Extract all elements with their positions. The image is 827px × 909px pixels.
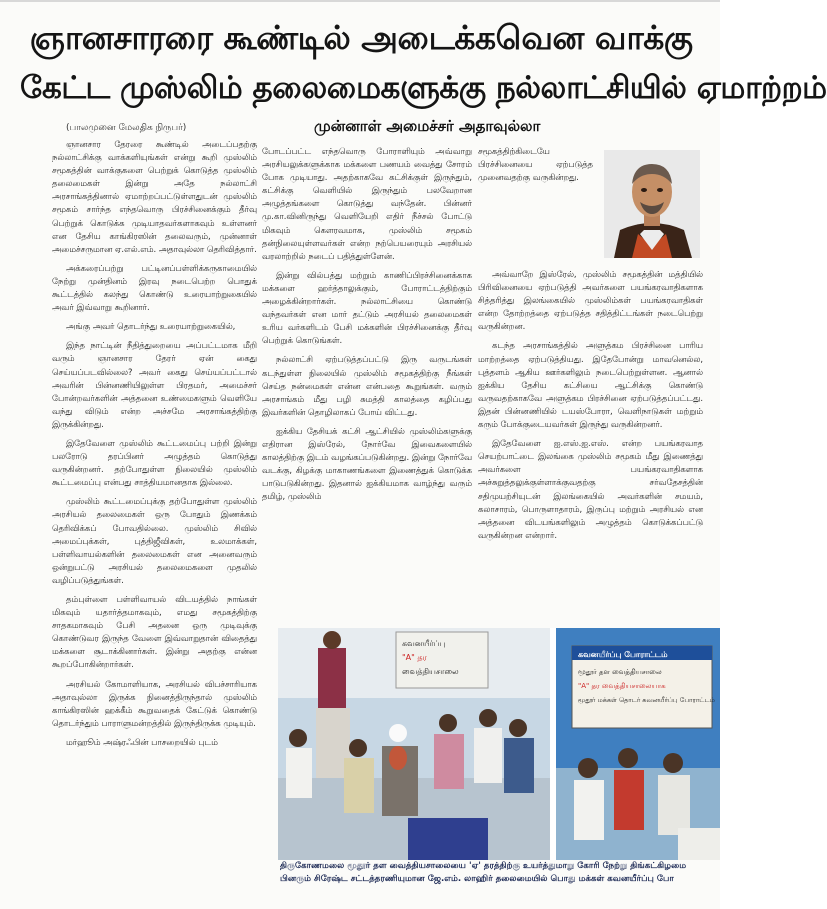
headline-line-2: கேட்ட முஸ்லிம் தலைமைகளுக்கு நல்லாட்சியில் ஏமாற்றம் (20, 70, 827, 106)
top-rule (0, 0, 720, 2)
caption-line: திருகோணமலை மூதூர் தள வைத்தியசாலையை 'ஏ' தரத்திற்கு உயர்த்துமாறு கோரி நேற்று திங்கட்கிழமை (280, 861, 687, 871)
byline: முன்னாள் அமைச்சர் அதாவுல்லா (314, 117, 541, 135)
paragraph: சமூகத்திற்கிடையே பிரச்சினையை ஏற்படுத்த முனைவதற்கு வருகின்றது. (478, 146, 593, 183)
article-column-2 (262, 145, 472, 615)
portrait-photo (604, 150, 700, 258)
caption-line: பினரும் சிரேஷ்ட சட்டத்தரணியுமான ஜே.எம். லாஹிர் தலைமையில் பொது மக்கள் கவனயீர்ப்பு போ (280, 874, 674, 884)
paragraph: அரசியல் கோமாளியாக, அரசியல் விபச்சாரியாக அதாவுல்லா இருக்க நினைத்திருந்தால் முஸ்லிம் காங்கிரஸின் ஹக்கீம் கூறுவதைக் கேட்டுக் கொண்டு தொடர்ந்தும் பாராளுமன்றத்தில் இருந்திருக்க முடியும். (52, 678, 257, 728)
photo-collage (278, 628, 720, 860)
paragraph: போடப்பட்ட எந்தவொரு போராளியும் அவ்வாறு அரசியலுக்களுக்காக மக்களை பணயம் வைத்து சோரம் போக முடியாது. அதற்காகவே கட்சிக்குள் இருந்தும், கட்சிக்கு வெளியில் இருந்தும் பலவேறான அழுத்தங்களை கொடுத்து வந்தேன். பின்னர் மு.கா.வினிருந்து வெளியேறி எதிர் நீச்சல் போட்டு மிகவும் கௌரவமாக, முஸ்லிம் சமூகம் தன்நிலையுள்ளவர்கள் என்ற நற்பெயரையும் அரசியல் வரலாற்றில் நடைப் பதித்துள்ளேன். (262, 146, 472, 261)
banner-text: கவனயீர்ப்பு (402, 639, 446, 648)
author-portrait (604, 150, 700, 258)
paragraph: அக்கரைப்பற்று பட்டினப்பள்ளிக்கருகாமையில் நேற்று முன்தினம் இரவு நடைபெற்ற பொதுக் கூட்டத்தில் கலந்து கொண்டு உரையாற்றுகையில் அவர் இவ்வாறு கூறினார். (52, 262, 257, 313)
banner-text: "A" தர (402, 653, 427, 662)
article-column-3 (478, 268, 703, 618)
banner-text: மூதூர் மக்கள் தொடர் கவனயீர்ப்பு போராட்டம் (578, 696, 715, 704)
protest-photos (278, 628, 720, 860)
paragraph: மர்ஹூம் அஷ்ரஃபின் பாசறையில் புடம் (66, 736, 218, 747)
banner-text: "A" தர வைத்தியசாலையாக (578, 682, 666, 690)
article-column-3-top (478, 145, 593, 265)
photo-caption (280, 860, 720, 886)
paragraph: தம்புள்ளை பள்ளிவாயல் விடயத்தில் நாங்கள் மிகவும் யதார்த்தமாகவும், எமது சமூகத்திற்கு சாதகமாகவும் பேசி அதனை ஒரு முடிவுக்கு கொண்டுவர இருந்த வேளை இவ்வாறுதான் விதைத்து மக்களை சூடாக்கினார்கள். இன்று அதற்கு என்ன கூறப்போகின்றார்கள். (52, 594, 257, 670)
banner-title: கவனயீர்ப்பு போராட்டம் (578, 650, 668, 659)
paragraph: இந்த நாட்டின் நீதித்துறையை அப்பட்டமாக மீறி வரும் ஞானசார தேரர் ஏன் கைது செய்யப்படவில்லை? அவர் கைது செய்யப்பட்டால் அவரின் பின்னணியிலுள்ள பிரதமர், அமைச்சர் போன்றவர்களின் அத்தனை உண்மைகளும் வெளியே வந்து விடும் என்ற அச்சமே அரசாங்கத்திற்கு இருக்கின்றது. (52, 340, 257, 429)
paragraph: ஞானசார தேரரை கூண்டில் அடைப்பதற்கு நல்லாட்சிக்கு வாக்களியுங்கள் என்று கூறி முஸ்லிம் சமூகத்தின் வாக்குகளை பெற்றுக் கொடுத்த முஸ்லிம் தலைமைகள் இன்று அதே நல்லாட்சி அரசாங்கத்தினால் ஏமாற்றப்பட்டுள்ளதுடன் முஸ்லிம் சமூகம் சார்ந்த எந்தவொரு பிரச்சினைக்கும் தீர்வு பெற்றுக் கொடுக்க முடியாதவர்களாகவும் உள்ளனர் என தேசிய காங்கிரஸின் தலைவரும், முன்னாள் அமைச்சருமான ஏ.எல்.எம். அதாவுல்லா தெரிவித்தார். (52, 139, 257, 254)
paragraph: அவ்வாறே இஸ்ரேல், முஸ்லிம் சமூகத்தின் மத்தியில் பிரிவினையை ஏற்படுத்தி அவர்களை பயங்கரவாதிகளாக சித்தரித்து இலங்கையில் முஸ்லிம்கள் பயங்கரவாதிகள் என்ற தோற்றத்தை ஏற்படுத்த சதித்திட்டங்கள் நடைபெற்று வருகின்றன. (478, 269, 703, 332)
paragraph: முஸ்லிம் கூட்டமைப்புக்கு தற்போதுள்ள முஸ்லிம் அரசியல் தலைமைகள் ஒரு போதும் இணக்கம் தெரிவிக்கப் போவதில்லை. முஸ்லிம் சிவில் அமைப்புக்கள், புத்திஜீவிகள், உலமாக்கள், பள்ளிவாயல்களின் தலைமைகள் என அனைவரும் ஒன்றுபட்டு அரசியல் தலைமைகளை முதலில் வழிப்படுத்துங்கள். (52, 496, 257, 585)
paragraph: அங்கு அவர் தொடர்ந்து உரையாற்றுகையில், (66, 321, 236, 332)
paragraph: ஐக்கிய தேசியக் கட்சி ஆட்சியில் முஸ்லிம்களுக்கு எதிரான இஸ்ரேல், நோர்வே இவைகளையில் காலத்திற்கு இடம் வழங்கப்படுகின்றது. இன்று நோர்வே வடக்கு, கிழக்கு மாகாணங்களை இணைத்துக் கொடுக்க பாடுபடுகின்றது. இதனால் ஐக்கியமாக வாழ்ந்து வரும் தமிழ், முஸ்லிம் (262, 425, 472, 502)
banner-text: மூதூர் தள வைத்தியசாலை (578, 668, 662, 676)
headline-line-1: ஞானசாரரை கூண்டில் அடைக்கவென வாக்கு (29, 18, 693, 57)
paragraph: இதேவேளை ஐ.எஸ்.ஐ.எஸ். என்ற பயங்கரவாத செயற்பாட்டை இலங்கை முஸ்லிம் சமூகம் மீது இணைத்து அவர்களை பயங்கரவாதிகளாக அச்சுறுத்தலுக்குள்ளாக்குவதற்கு சர்வதேசத்தின் சதிமுயற்சியுடன் இலங்கையில் அவர்களின் சமயம், கலாசாரம், பொருளாதாரம், இருப்பு மற்றும் அரசியல் என அத்தனை விடயங்களிலும் அழுத்தம் கொடுக்கப்பட்டு வருகின்றன என்றார். (478, 438, 703, 540)
paragraph: இதேவேளை முஸ்லிம் கூட்டமைப்பு பற்றி இன்று பலரோடு தரப்பினர் அழுத்தம் கொடுத்து வருகின்றனர். தற்போதுள்ள நிலையில் முஸ்லிம் கூட்டமைப்பு என்பது சாத்தியமானதாக இல்லை. (52, 437, 257, 488)
paragraph: நல்லாட்சி ஏற்படுத்தப்பட்டு இரு வருடங்கள் கடந்துள்ள நிலையில் முஸ்லிம் சமூகத்திற்கு நீங்கள் செய்த நன்மைகள் என்ன என்பதை கூறுங்கள். வரும் அரசாங்கம் மீது பழி சுமத்தி காலத்தை கழிப்பது இவர்களின் தொழிலாகப் போய் விட்டது. (262, 354, 472, 417)
article-column-1 (52, 138, 257, 908)
dateline: (பாலமுனை மேலதிக நிருபர்) (66, 123, 187, 133)
paragraph: கடந்த அரசாங்கத்தில் அளுத்கம பிரச்சினை பாரிய மாற்றத்தை ஏற்படுத்தியது. இதேபோன்று மாவனெல்ல, புத்தளம் ஆகிய ஊர்களிலும் நடைபெற்றுள்ளன. ஆனால் ஐக்கிய தேசிய கட்சியை ஆட்சிக்கு கொண்டு வருவதற்காகவே அளுத்கம பிரச்சினை ஏற்படுத்தப்பட்டது. இதன் பின்னணியில் டயஸ்போரா, வெளிநாடுகள் மற்றும் கரும் போக்குடையவர்கள் இருந்து வருகின்றனர். (478, 340, 703, 430)
banner-text: வைத்தியசாலை (402, 667, 459, 676)
paragraph: இன்று வில்பத்து மற்றும் காணிப்பிரச்சினைக்காக மக்களை ஹர்த்தாலுக்கும், போராட்டத்திற்கும் அழைக்கின்றார்கள். நல்லாட்சியை கொண்டு வந்தவர்கள் என மார் தட்டும் அரசியல் தலைமைகள் உரிய வர்களிடம் பேசி மக்களின் பிரச்சினைக்கு தீர்வு பெற்றுக் கொடுங்கள். (262, 269, 472, 346)
